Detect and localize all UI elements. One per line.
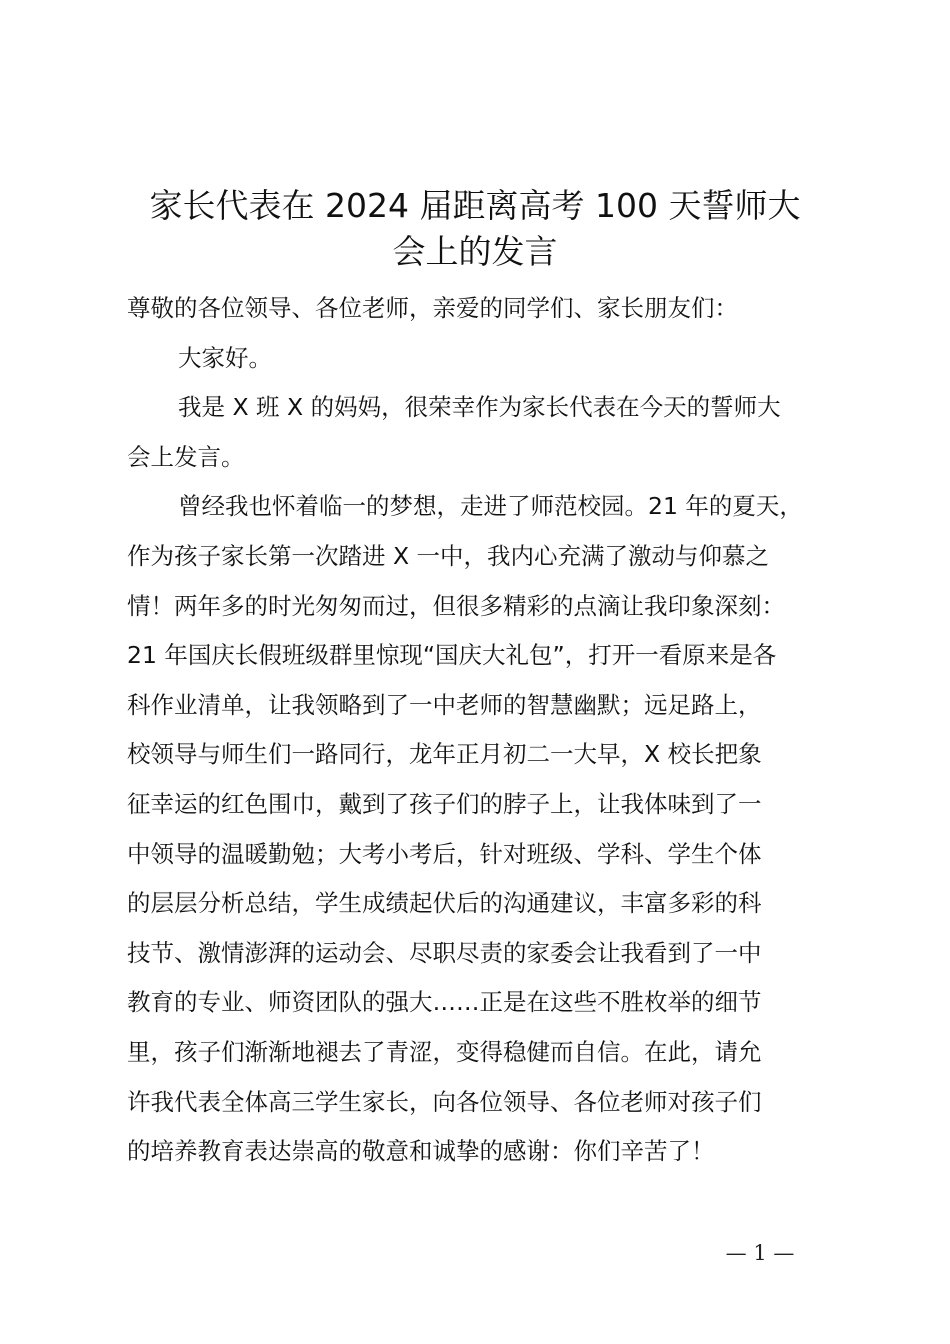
body-line: 校领导与师生们一路同行，龙年正月初二一大早，X 校长把象 <box>127 740 762 769</box>
body-line: 的层层分析总结，学生成绩起伏后的沟通建议，丰富多彩的科 <box>127 889 762 918</box>
body-line: 技节、激情澎湃的运动会、尽职尽责的家委会让我看到了一中 <box>127 938 762 967</box>
page-number: — 1 — <box>725 1241 795 1265</box>
title-line-1: 家长代表在 2024 届距离高考 100 天誓师大 <box>149 186 801 225</box>
body-line: 曾经我也怀着临一的梦想，走进了师范校园。21 年的夏天， <box>178 492 803 521</box>
body-line: 许我代表全体高三学生家长，向各位领导、各位老师对孩子们 <box>127 1087 762 1116</box>
body-line: 我是 X 班 X 的妈妈，很荣幸作为家长代表在今天的誓师大 <box>178 393 781 422</box>
body-line: 21 年国庆长假班级群里惊现“国庆大礼包”，打开一看原来是各 <box>127 641 777 670</box>
body-line: 科作业清单，让我领略到了一中老师的智慧幽默；远足路上， <box>127 690 762 719</box>
title-line-2: 会上的发言 <box>392 232 558 271</box>
body-line: 作为孩子家长第一次踏进 X 一中，我内心充满了激动与仰慕之 <box>127 541 770 570</box>
body-line: 中领导的温暖勤勉；大考小考后，针对班级、学科、学生个体 <box>127 839 762 868</box>
salutation-line: 尊敬的各位领导、各位老师，亲爱的同学们、家长朋友们： <box>127 294 738 322</box>
body-line: 里，孩子们渐渐地褪去了青涩，变得稳健而自信。在此，请允 <box>127 1037 762 1066</box>
document-body <box>127 284 867 1177</box>
body-line: 会上发言。 <box>127 442 245 471</box>
body-line: 情！两年多的时光匆匆而过，但很多精彩的点滴让我印象深刻： <box>127 591 785 620</box>
body-line: 征幸运的红色围巾，戴到了孩子们的脖子上，让我体味到了一 <box>127 789 762 818</box>
body-line: 的培养教育表达崇高的敬意和诚挚的感谢：你们辛苦了！ <box>127 1137 715 1166</box>
body-line: 教育的专业、师资团队的强大……正是在这些不胜枚举的细节 <box>127 988 762 1017</box>
document-title <box>110 183 840 275</box>
greeting-line: 大家好。 <box>178 343 272 372</box>
